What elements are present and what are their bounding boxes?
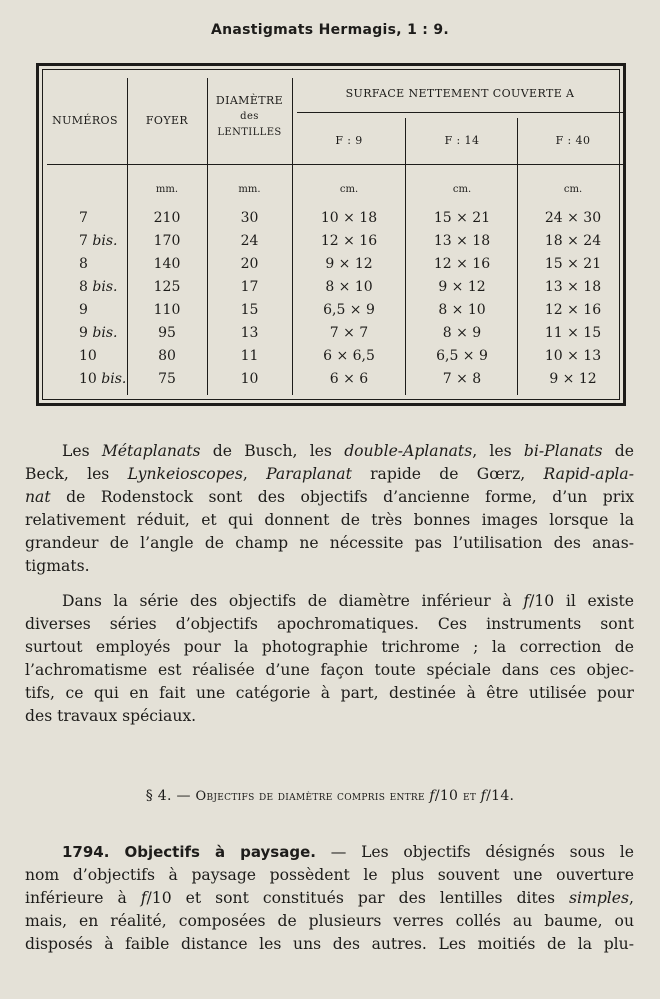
cell-numero: 8: [79, 256, 88, 272]
cell-numero: 10 bis.: [79, 371, 127, 387]
cell-f40: 11 × 15: [544, 325, 602, 341]
section-heading: § 4. — Objectifs de diamètre compris entre f/10 et f/14.: [145, 788, 515, 804]
article-title: . Objectifs à paysage.: [103, 843, 316, 861]
cell-diametre: 10: [240, 371, 259, 387]
header-surface: SURFACE NETTEMENT COUVERTE A: [345, 87, 575, 100]
table-row: [43, 325, 627, 347]
header-diametre-line: des: [240, 111, 259, 122]
cell-foyer: 80: [158, 348, 176, 364]
unit-foyer: mm.: [155, 184, 179, 195]
text-line: grandeur de l’angle de champ ne nécessite pas l’utilisation des anas-: [25, 534, 634, 552]
unit-f9: cm.: [339, 184, 359, 195]
text-line: des travaux spéciaux.: [25, 707, 197, 725]
cell-f9: 8 × 10: [325, 279, 373, 295]
cell-numero: 9: [79, 302, 88, 318]
cell-numero: 10: [79, 348, 97, 364]
cell-numero: 8 bis.: [79, 279, 118, 295]
rule-h: [47, 164, 623, 165]
cell-f40: 9 × 12: [549, 371, 597, 387]
unit-diametre: mm.: [238, 184, 261, 195]
cell-f14: 8 × 10: [438, 302, 486, 318]
text-line: Beck, les Lynkeioscopes, Paraplanat rapide de Gœrz, Rapid-apla-: [25, 465, 634, 483]
cell-diametre: 20: [240, 256, 259, 272]
header-f9: F : 9: [335, 134, 363, 147]
cell-foyer: 210: [153, 210, 181, 226]
cell-f14: 9 × 12: [438, 279, 486, 295]
cell-diametre: 17: [240, 279, 259, 295]
paragraph-2: [25, 590, 634, 728]
cell-diametre: 13: [240, 325, 259, 341]
text-line: nom d’objectifs à paysage possèdent le plus souvent une ouverture: [25, 866, 634, 884]
cell-numero: 7: [79, 210, 88, 226]
paragraph-1: [25, 440, 634, 578]
cell-f9: 6 × 6: [329, 371, 369, 387]
cell-diametre: 11: [240, 348, 259, 364]
cell-f9: 10 × 18: [320, 210, 378, 226]
cell-diametre: 24: [240, 233, 259, 249]
header-foyer: FOYER: [145, 114, 189, 127]
rule-h: [297, 112, 623, 113]
cell-f9: 6 × 6,5: [323, 348, 375, 364]
cell-foyer: 125: [153, 279, 181, 295]
article-number: 1794: [62, 843, 104, 861]
cell-f9: 12 × 16: [320, 233, 378, 249]
cell-f9: 9 × 12: [325, 256, 373, 272]
text-line: inférieure à f/10 et sont constitués par des lentilles dites simples,: [25, 889, 634, 907]
cell-foyer: 75: [158, 371, 176, 387]
table-row: [43, 233, 627, 255]
header-f40: F : 40: [555, 134, 591, 147]
text-line: Les Métaplanats de Busch, les double-Aplanats, les bi-Planats de: [62, 442, 634, 460]
header-diametre-line: DIAMÈTRE: [215, 94, 284, 107]
unit-f40: cm.: [563, 184, 583, 195]
text-line: tigmats.: [25, 557, 90, 575]
text-line: nat de Rodenstock sont des objectifs d’ancienne forme, d’un prix: [25, 488, 634, 506]
unit-f14: cm.: [452, 184, 472, 195]
table-row: [43, 302, 627, 324]
cell-foyer: 170: [153, 233, 181, 249]
cell-diametre: 30: [240, 210, 259, 226]
table-inner-frame: [42, 69, 620, 400]
cell-f14: 12 × 16: [433, 256, 491, 272]
table-row: [43, 210, 627, 232]
text-line: tifs, ce qui en fait une catégorie à part, destinée à être utilisée pour: [25, 684, 634, 702]
cell-f14: 15 × 21: [433, 210, 491, 226]
text-line: diverses séries d’objectifs apochromatiques. Ces instruments sont: [25, 615, 634, 633]
text-line: surtout employés pour la photographie trichrome ; la correction de: [25, 638, 634, 656]
cell-f9: 7 × 7: [329, 325, 369, 341]
cell-foyer: 140: [153, 256, 181, 272]
text-line: relativement réduit, et qui donnent de très bonnes images lorsque la: [25, 511, 634, 529]
cell-f40: 12 × 16: [544, 302, 602, 318]
table-row: [43, 348, 627, 370]
text-line: disposés à faible distance les uns des autres. Les moitiés de la plu-: [25, 935, 634, 953]
table-row: [43, 371, 627, 393]
cell-f9: 6,5 × 9: [323, 302, 375, 318]
text-line: mais, en réalité, composées de plusieurs verres collés au baume, ou: [25, 912, 634, 930]
cell-f40: 13 × 18: [544, 279, 602, 295]
header-diametre-line: LENTILLES: [217, 127, 282, 138]
cell-f14: 7 × 8: [442, 371, 482, 387]
cell-f40: 18 × 24: [544, 233, 602, 249]
cell-f40: 10 × 13: [544, 348, 602, 364]
cell-f40: 24 × 30: [544, 210, 602, 226]
cell-foyer: 95: [158, 325, 176, 341]
table-row: [43, 256, 627, 278]
cell-f40: 15 × 21: [544, 256, 602, 272]
table-row: [43, 279, 627, 301]
text-line: Dans la série des objectifs de diamètre inférieur à f/10 il existe: [62, 592, 634, 610]
lens-table: [36, 63, 626, 406]
paragraph-3: [25, 841, 634, 956]
cell-numero: 7 bis.: [79, 233, 118, 249]
running-head: Anastigmats Hermagis, 1 : 9.: [210, 22, 450, 38]
text-line: 1794. Objectifs à paysage. — Les objectifs désignés sous le: [62, 843, 634, 861]
cell-numero: 9 bis.: [79, 325, 118, 341]
cell-foyer: 110: [153, 302, 181, 318]
cell-diametre: 15: [240, 302, 259, 318]
header-numeros: NUMÉROS: [52, 114, 118, 127]
cell-f14: 6,5 × 9: [436, 348, 488, 364]
cell-f14: 13 × 18: [433, 233, 491, 249]
header-f14: F : 14: [444, 134, 480, 147]
cell-f14: 8 × 9: [442, 325, 482, 341]
header-diametre: [207, 94, 292, 140]
text-line: l’achromatisme est réalisée d’une façon toute spéciale dans ces objec-: [25, 661, 634, 679]
